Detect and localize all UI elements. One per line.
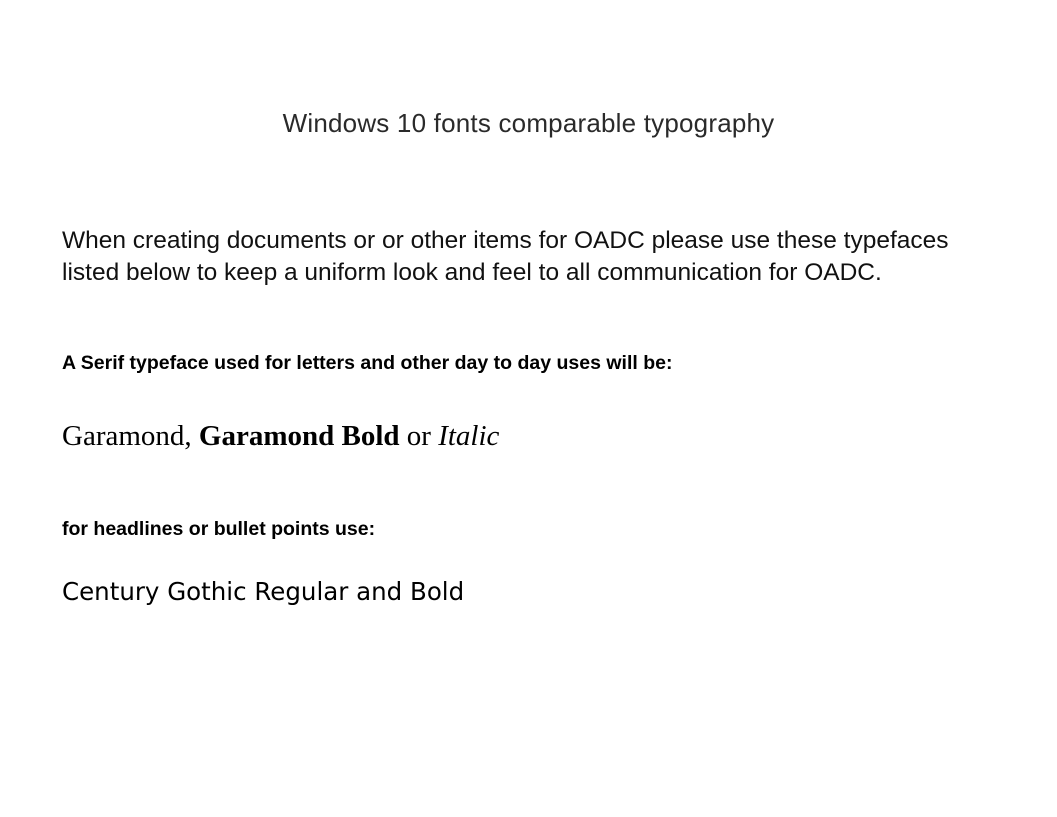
document-title: Windows 10 fonts comparable typography — [282, 108, 775, 138]
serif-sample-bold: Garamond Bold — [198, 420, 400, 452]
serif-sample-separator: , — [184, 420, 199, 452]
serif-sample-italic: Italic — [438, 420, 500, 452]
serif-font-sample — [62, 420, 499, 453]
headline-section-heading: for headlines or bullet points use: — [62, 518, 376, 540]
serif-sample-connector: or — [399, 420, 439, 452]
sans-font-sample: Century Gothic Regular and Bold — [62, 577, 465, 606]
intro-paragraph: When creating documents or or other items for OADC please use these typefaces listed below to keep a uniform look and feel to all communication for OADC. — [62, 227, 949, 286]
serif-section-heading: A Serif typeface used for letters and other day to day uses will be: — [62, 352, 673, 374]
serif-sample-regular: Garamond — [62, 420, 185, 452]
